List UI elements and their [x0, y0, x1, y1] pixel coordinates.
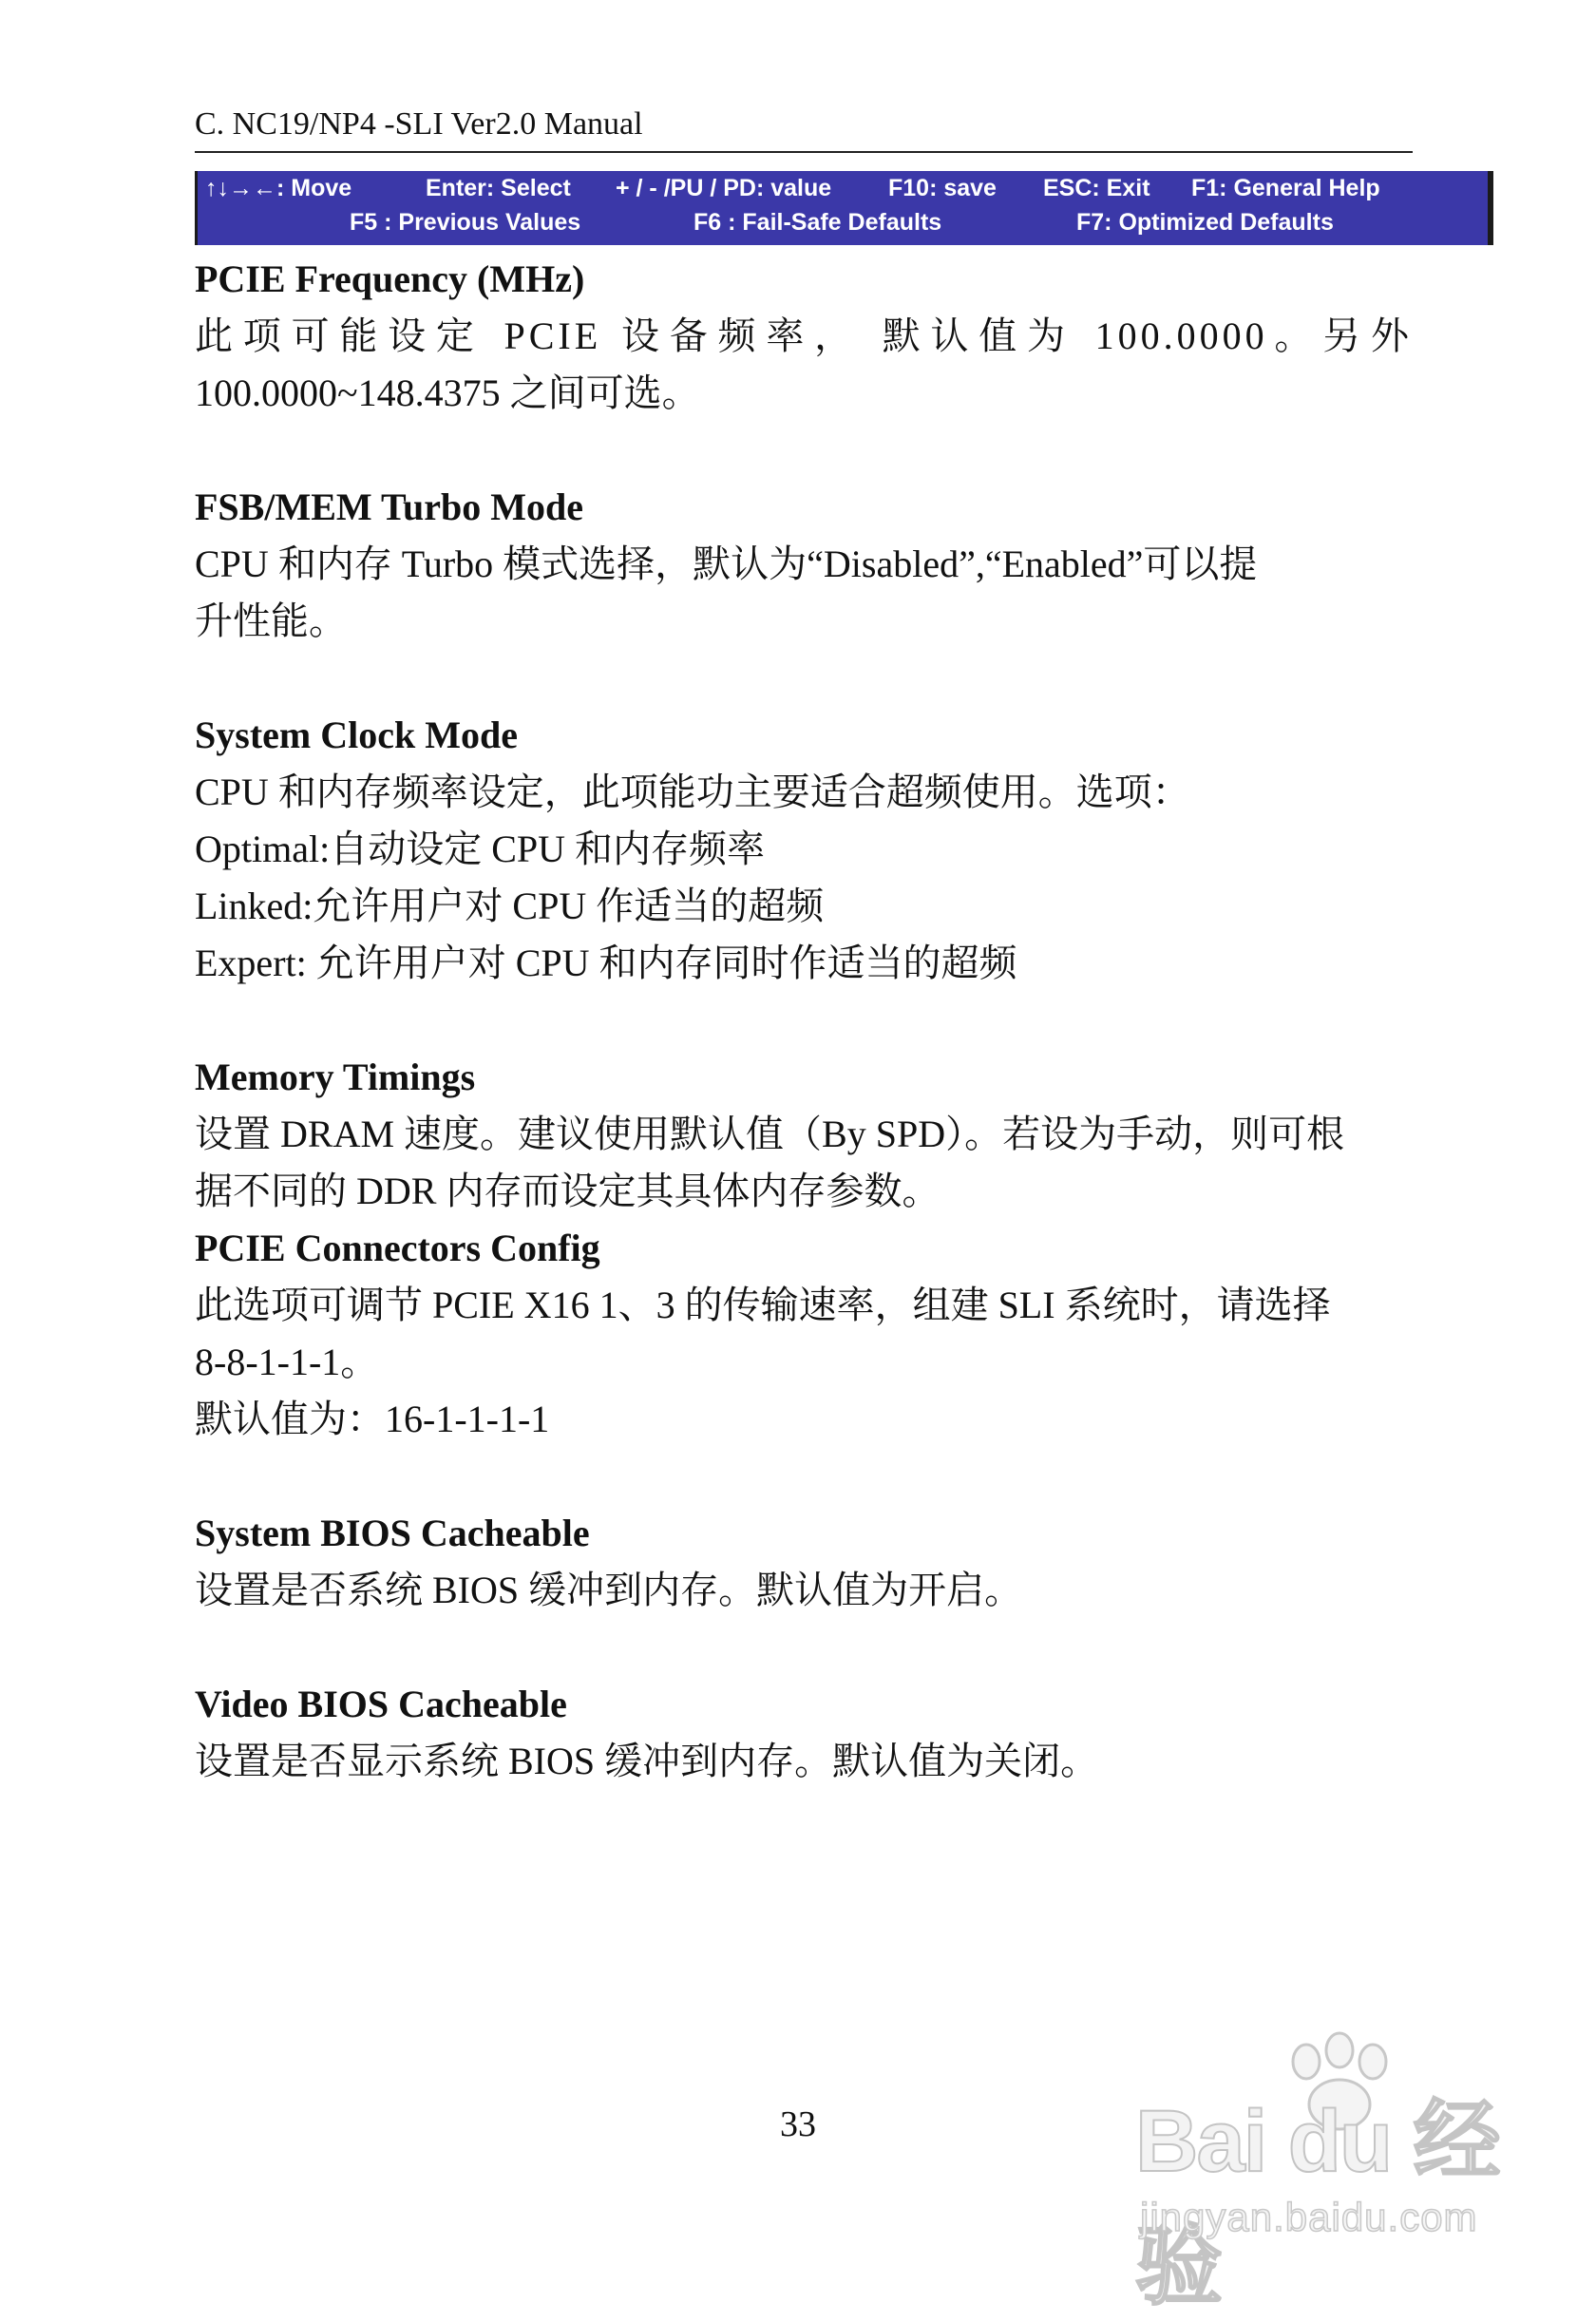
- section-title-memory-timings: Memory Timings: [195, 1056, 476, 1098]
- bios-key-legend: [195, 171, 1493, 245]
- watermark-url: jingyan.baidu.com: [1140, 2195, 1478, 2239]
- fsb-mem-text: CPU 和内存 Turbo 模式选择，默认为“Disabled”,“Enabled”可以提: [195, 542, 1258, 585]
- section-title-fsb-mem-turbo: FSB/MEM Turbo Mode: [195, 485, 583, 528]
- key-previous: F5 : Previous Values: [350, 209, 581, 236]
- memory-timings-text: 设置 DRAM 速度。建议使用默认值（By SPD）。若设为手动，则可根: [195, 1113, 1345, 1155]
- document-header: C. NC19/NP4 -SLI Ver2.0 Manual: [195, 106, 643, 142]
- header-rule: [195, 151, 1413, 153]
- spacer: [195, 650, 1413, 707]
- video-bios-text: 设置是否显示系统 BIOS 缓冲到内存。默认值为关闭。: [195, 1740, 1099, 1782]
- key-move: ↑↓→←: Move: [205, 175, 352, 201]
- key-optimized: F7: Optimized Defaults: [1076, 209, 1334, 236]
- key-select: Enter: Select: [426, 175, 571, 201]
- baidu-jingyan-watermark: [1135, 2024, 1534, 2315]
- pcie-frequency-text: 此项可能设定 PCIE 设备频率， 默认值为 100.0000。另外: [195, 314, 1413, 357]
- system-clock-option-linked: Linked:允许用户对 CPU 作适当的超频: [195, 885, 825, 927]
- pcie-connectors-text: 8-8-1-1-1。: [195, 1341, 379, 1383]
- section-title-system-clock: System Clock Mode: [195, 714, 518, 756]
- key-help: F1: General Help: [1191, 175, 1380, 201]
- pcie-connectors-text: 此选项可调节 PCIE X16 1、3 的传输速率，组建 SLI 系统时，请选择: [195, 1284, 1331, 1326]
- system-clock-option-optimal: Optimal:自动设定 CPU 和内存频率: [195, 828, 766, 870]
- system-clock-text: CPU 和内存频率设定，此项能功主要适合超频使用。选项：: [195, 771, 1190, 813]
- spacer: [195, 992, 1413, 1049]
- section-title-video-bios-cacheable: Video BIOS Cacheable: [195, 1683, 567, 1725]
- key-failsafe: F6 : Fail-Safe Defaults: [694, 209, 942, 236]
- section-title-system-bios-cacheable: System BIOS Cacheable: [195, 1512, 590, 1554]
- watermark-logo: Bai du 经验: [1135, 2093, 1499, 2315]
- section-title-pcie-connectors: PCIE Connectors Config: [195, 1227, 600, 1269]
- spacer: [195, 422, 1413, 479]
- page-number: 33: [780, 2104, 816, 2144]
- manual-content: [195, 251, 1413, 1790]
- key-value: + / - /PU / PD: value: [616, 175, 832, 201]
- spacer: [195, 1448, 1413, 1505]
- key-save: F10: save: [888, 175, 997, 201]
- pcie-frequency-text: 100.0000~148.4375 之间可选。: [195, 371, 700, 414]
- section-title-pcie-frequency: PCIE Frequency (MHz): [195, 257, 585, 300]
- memory-timings-text: 据不同的 DDR 内存而设定其具体内存参数。: [195, 1170, 940, 1212]
- system-bios-text: 设置是否系统 BIOS 缓冲到内存。默认值为开启。: [195, 1569, 1023, 1611]
- system-clock-option-expert: Expert: 允许用户对 CPU 和内存同时作适当的超频: [195, 942, 1017, 984]
- fsb-mem-text: 升性能。: [195, 600, 347, 642]
- spacer: [195, 1619, 1413, 1676]
- pcie-connectors-default: 默认值为：16-1-1-1-1: [195, 1398, 550, 1440]
- key-exit: ESC: Exit: [1043, 175, 1150, 201]
